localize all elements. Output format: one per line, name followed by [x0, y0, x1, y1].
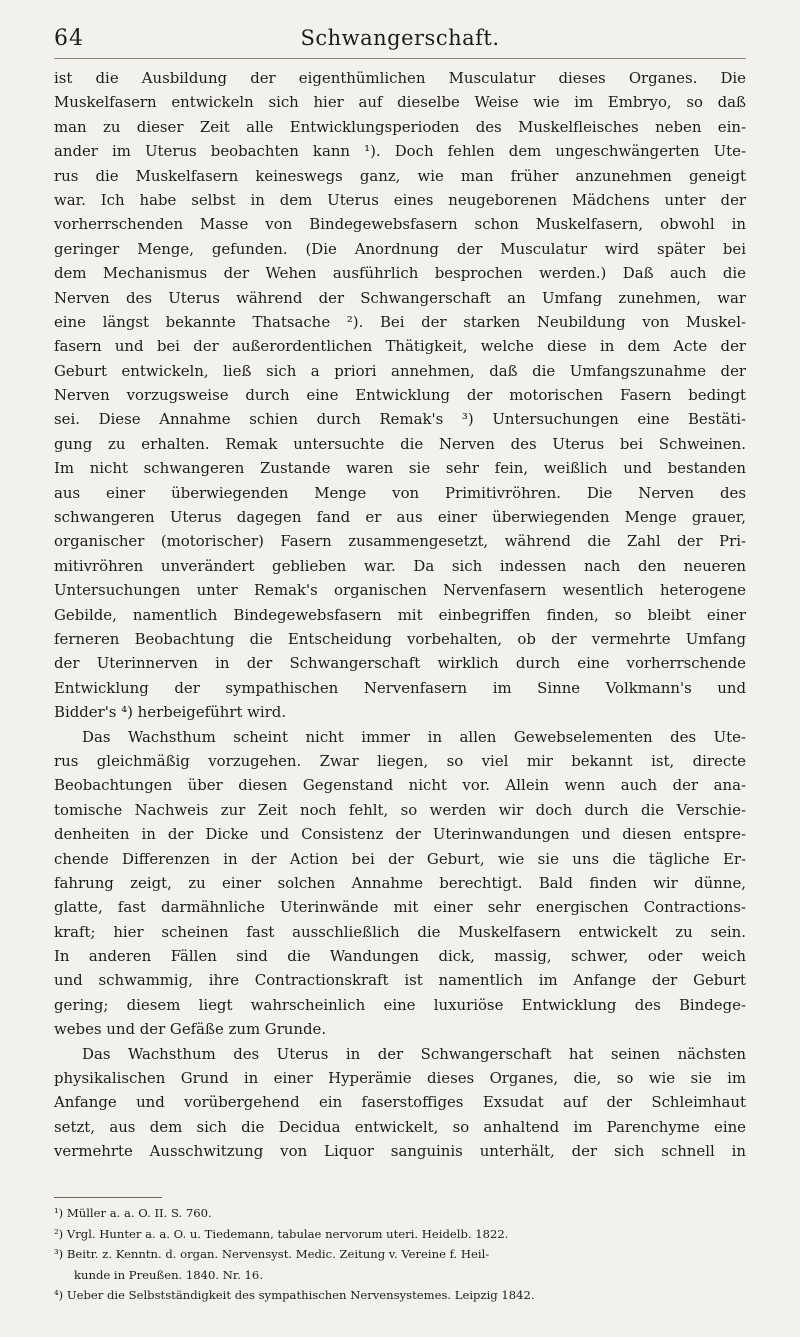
text-line: und schwammig, ihre Contractionskraft ist namentlich im Anfange der Geburt — [54, 971, 746, 990]
footnote: ²) Vrgl. Hunter a. a. O. u. Tiedemann, tabulae nervorum uteri. Heidelb. 1822. — [54, 1226, 509, 1241]
text-line: eine längst bekannte Thatsache ²). Bei der starken Neubildung von Muskel- — [54, 312, 746, 331]
text-line: Beobachtungen über diesen Gegenstand nicht vor. Allein wenn auch der ana- — [54, 776, 746, 795]
text-line: Gebilde, namentlich Bindegewebsfasern mit einbegriffen finden, so bleibt einer — [54, 605, 746, 624]
text-line: Nerven vorzugsweise durch eine Entwicklung der motorischen Fasern bedingt — [54, 386, 746, 405]
text-line: vorherrschenden Masse von Bindegewebsfasern schon Muskelfasern, obwohl in — [54, 215, 746, 234]
text-line: fasern und bei der außerordentlichen Thätigkeit, welche diese in dem Acte der — [54, 337, 746, 356]
text-line: aus einer überwiegenden Menge von Primitivröhren. Die Nerven des — [54, 483, 746, 502]
footnote: kunde in Preußen. 1840. Nr. 16. — [74, 1267, 263, 1282]
text-line: schwangeren Uterus dagegen fand er aus einer überwiegenden Menge grauer, — [54, 508, 746, 527]
text-line: In anderen Fällen sind die Wandungen dick, massig, schwer, oder weich — [54, 947, 746, 966]
text-line: organischer (motorischer) Fasern zusammengesetzt, während die Zahl der Pri- — [54, 532, 746, 551]
text-line: rus gleichmäßig vorzugehen. Zwar liegen, so viel mir bekannt ist, directe — [54, 751, 746, 770]
text-line: Entwicklung der sympathischen Nervenfasern im Sinne Volkmann's und — [54, 678, 746, 697]
footnote-rule — [54, 1197, 162, 1198]
text-line: rus die Muskelfasern keineswegs ganz, wie man früher anzunehmen geneigt — [54, 166, 746, 185]
text-line: Das Wachsthum des Uterus in der Schwangerschaft hat seinen nächsten — [82, 1044, 746, 1063]
text-line: setzt, aus dem sich die Decidua entwickelt, so anhaltend im Parenchyme eine — [54, 1117, 746, 1136]
text-line: war. Ich habe selbst in dem Uterus eines neugeborenen Mädchens unter der — [54, 190, 746, 209]
text-line: ist die Ausbildung der eigenthümlichen Musculatur dieses Organes. Die — [54, 69, 746, 87]
text-line: Untersuchungen unter Remak's organischen Nervenfasern wesentlich heterogene — [54, 581, 746, 600]
text-line: dem Mechanismus der Wehen ausführlich besprochen werden.) Daß auch die — [54, 264, 746, 283]
text-line: vermehrte Ausschwitzung von Liquor sanguinis unterhält, der sich schnell in — [54, 1142, 746, 1161]
text-line: chende Differenzen in der Action bei der Geburt, wie sie uns die tägliche Er- — [54, 849, 746, 868]
page-number: 64 — [54, 26, 84, 51]
text-line: fahrung zeigt, zu einer solchen Annahme berechtigt. Bald finden wir dünne, — [54, 873, 746, 892]
text-line: physikalischen Grund in einer Hyperämie dieses Organes, die, so wie sie im — [54, 1069, 746, 1088]
text-line: Nerven des Uterus während der Schwangerschaft an Umfang zunehmen, war — [54, 288, 746, 307]
text-line: Bidder's ⁴) herbeigeführt wird. — [54, 703, 287, 722]
text-line: sei. Diese Annahme schien durch Remak's ³) Untersuchungen eine Bestäti- — [54, 410, 746, 429]
page-header — [54, 26, 746, 59]
text-line: kraft; hier scheinen fast ausschließlich die Muskelfasern entwickelt zu sein. — [54, 922, 746, 941]
text-line: mitivröhren unverändert geblieben war. Da sich indessen nach den neueren — [54, 556, 746, 575]
text-line: denheiten in der Dicke und Consistenz der Uterinwandungen und diesen entspre- — [54, 825, 746, 844]
footnote: ⁴) Ueber die Selbstständigkeit des sympathischen Nervensystemes. Leipzig 1842. — [54, 1288, 535, 1303]
footnote: ³) Beitr. z. Kenntn. d. organ. Nervensyst. Medic. Zeitung v. Vereine f. Heil- — [54, 1247, 490, 1262]
text-line: der Uterinnerven in der Schwangerschaft wirklich durch eine vorherrschende — [54, 654, 746, 673]
footnote: ¹) Müller a. a. O. II. S. 760. — [54, 1206, 212, 1220]
text-line: ander im Uterus beobachten kann ¹). Doch fehlen dem ungeschwängerten Ute- — [54, 142, 746, 161]
text-line: man zu dieser Zeit alle Entwicklungsperioden des Muskelfleisches neben ein- — [54, 117, 746, 136]
text-line: geringer Menge, gefunden. (Die Anordnung der Musculatur wird später bei — [54, 239, 746, 258]
body-text — [54, 66, 746, 1164]
text-line: tomische Nachweis zur Zeit noch fehlt, so werden wir doch durch die Verschie- — [54, 800, 746, 819]
text-line: gung zu erhalten. Remak untersuchte die Nerven des Uterus bei Schweinen. — [54, 434, 746, 453]
text-line: glatte, fast darmähnliche Uterinwände mit einer sehr energischen Contractions- — [54, 898, 746, 917]
text-line: ferneren Beobachtung die Entscheidung vorbehalten, ob der vermehrte Umfang — [54, 629, 746, 648]
footnotes — [54, 1203, 746, 1306]
text-line: Anfange und vorübergehend ein faserstoffiges Exsudat auf der Schleimhaut — [54, 1093, 746, 1112]
text-line: Im nicht schwangeren Zustande waren sie sehr fein, weißlich und bestanden — [54, 459, 746, 478]
text-line: Muskelfasern entwickeln sich hier auf dieselbe Weise wie im Embryo, so daß — [54, 93, 746, 112]
text-line: gering; diesem liegt wahrscheinlich eine luxuriöse Entwicklung des Bindege- — [54, 995, 746, 1014]
running-head: Schwangerschaft. — [300, 26, 500, 50]
text-line: Das Wachsthum scheint nicht immer in allen Gewebselementen des Ute- — [82, 727, 746, 746]
text-line: webes und der Gefäße zum Grunde. — [54, 1020, 327, 1039]
text-line: Geburt entwickeln, ließ sich a priori annehmen, daß die Umfangszunahme der — [54, 361, 746, 380]
